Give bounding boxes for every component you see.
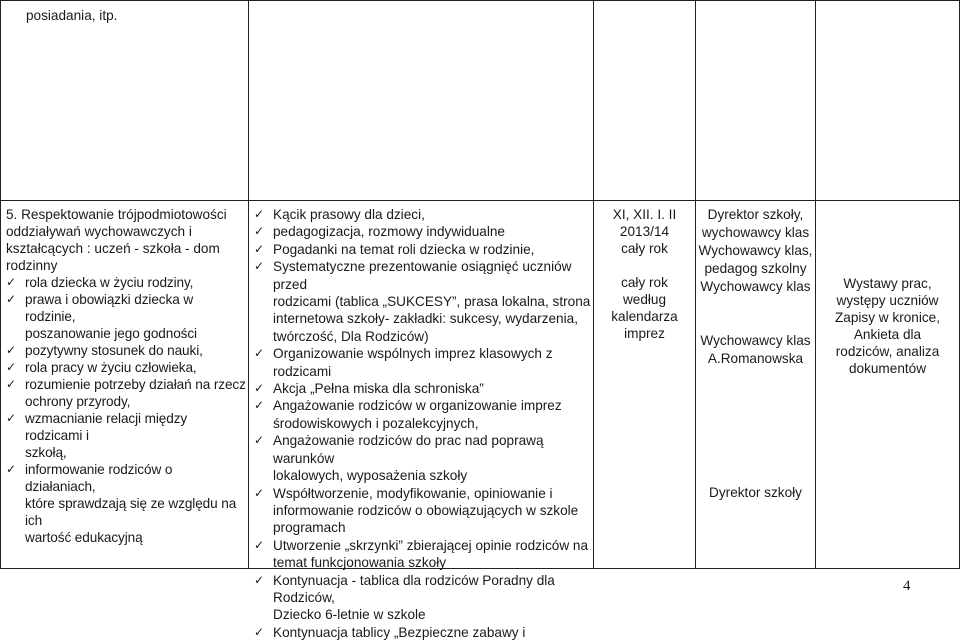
checkmark-icon: ✓ [6, 462, 16, 476]
dates-cell [594, 206, 695, 342]
date-line: 2013/14 [619, 224, 670, 239]
responsible-cell [696, 206, 815, 368]
list-item-text: rodzicami (tablica „SUKCESY”, prasa lokalna, strona [273, 294, 591, 310]
list-item [254, 206, 591, 223]
evaluation-cell [816, 275, 959, 377]
col-divider-1 [248, 0, 249, 569]
list-item-text: prawa i obowiązki dziecka w rodzinie, [25, 292, 194, 324]
list-item [254, 572, 591, 624]
list-item-text: twórczość, Dla Rodziców) [273, 328, 429, 344]
list-item-text: Utworzenie „skrzynki” zbierającej opinie rodziców na [273, 537, 589, 553]
checkmark-icon: ✓ [254, 381, 265, 396]
checkmark-icon: ✓ [254, 224, 265, 239]
activities-cell [254, 206, 591, 641]
evaluation-line: Zapisy w kronice, [834, 310, 940, 325]
list-item-text: pedagogizacja, rozmowy indywidualne [273, 224, 505, 240]
list-item-text: ochrony przyrody, [25, 394, 131, 409]
list-item-text: które sprawdzają się ze względu na ich [25, 496, 237, 528]
checkmark-icon: ✓ [254, 572, 265, 587]
list-item-text: internetowa szkoły- zakładki: sukcesy, wydarzenia, [273, 311, 578, 327]
list-item-text: szkołą, [25, 445, 67, 460]
list-item-text: informowanie rodziców o obowiązujących w szkole [273, 502, 579, 518]
evaluation-line: Ankieta dla [853, 327, 922, 342]
goal-title-line: oddziaływań wychowawczych i [6, 224, 192, 239]
responsible-line [696, 296, 815, 314]
list-item [254, 537, 591, 572]
list-item-text: lokalowych, wyposażenia szkoły [273, 468, 468, 484]
checkmark-icon: ✓ [254, 537, 265, 552]
page-number: 4 [903, 578, 911, 594]
list-item [6, 342, 246, 359]
row-divider [0, 200, 960, 201]
list-item-text: Angażowanie rodziców do prac nad poprawą warunków [273, 433, 544, 466]
list-item-text: Dziecko 6-letnie w szkole [273, 607, 426, 623]
goal-title-line: kształcących : uczeń - szkoła - dom [6, 241, 220, 256]
checkmark-icon: ✓ [6, 377, 16, 391]
list-item [254, 241, 591, 258]
evaluation-line: dokumentów [848, 361, 927, 376]
list-item [6, 410, 246, 461]
date-line: cały rok [621, 241, 668, 256]
col-divider-0 [0, 0, 1, 569]
responsible-line: Wychowawcy klas [700, 279, 811, 294]
checkmark-icon: ✓ [254, 398, 265, 413]
checkmark-icon: ✓ [254, 433, 265, 448]
checkmark-icon: ✓ [254, 346, 265, 361]
date-line [594, 257, 695, 274]
list-item [254, 624, 591, 641]
list-item-text: Organizowanie wspólnych imprez klasowych z rodzicami [273, 346, 553, 379]
list-item [6, 461, 246, 546]
list-item-text: wzmacnianie relacji między rodzicami i [25, 411, 188, 443]
checkmark-icon: ✓ [6, 292, 16, 306]
responsible-line [696, 314, 815, 332]
evaluation-line: rodziców, analiza [835, 344, 940, 359]
date-line: cały rok [621, 275, 668, 290]
goal-cell [6, 206, 246, 546]
list-item [6, 274, 246, 291]
date-line: według [622, 292, 667, 307]
responsible-line: Wychowawcy klas, [698, 243, 813, 258]
date-line: XI, XII. I. II [612, 207, 677, 222]
checkmark-icon: ✓ [6, 343, 16, 357]
list-item-text: programach [273, 520, 346, 536]
goal-title-line: 5. Respektowanie trójpodmiotowości [6, 207, 227, 222]
checkmark-icon: ✓ [254, 624, 265, 639]
activities-list [254, 206, 591, 641]
responsible-line: Dyrektor szkoły, [707, 207, 804, 222]
list-item [254, 432, 591, 484]
checkmark-icon: ✓ [6, 275, 16, 289]
responsible-bottom: Dyrektor szkoły [709, 485, 802, 500]
evaluation-line: Wystawy prac, [843, 276, 932, 291]
list-item-text: rola pracy w życiu człowieka, [25, 360, 197, 375]
list-item [254, 380, 591, 397]
checkmark-icon: ✓ [6, 411, 16, 425]
checkmark-icon: ✓ [6, 360, 16, 374]
responsible-line: wychowawcy klas [701, 225, 810, 240]
goal-title [6, 206, 246, 274]
table-border-top [0, 0, 960, 1]
responsible-line: Wychowawcy klas [700, 333, 811, 348]
list-item [254, 223, 591, 240]
list-item [6, 376, 246, 410]
continuation-text: posiadania, itp. [26, 8, 118, 23]
list-item-text: Kontynuacja tablicy „Bezpieczne zabawy i [273, 624, 526, 640]
date-line: imprez [624, 326, 665, 341]
list-item [254, 258, 591, 345]
list-item-text: rola dziecka w życiu rodziny, [25, 275, 194, 290]
responsible-line: A.Romanowska [707, 351, 804, 366]
list-item-text: poszanowanie jego godności [25, 326, 197, 341]
list-item-text: Współtworzenie, modyfikowanie, opiniowanie i [273, 485, 553, 501]
list-item-text: temat funkcjonowania szkoły [273, 555, 447, 571]
list-item-text: Angażowanie rodziców w organizowanie imprez [273, 398, 562, 414]
list-item-text: środowiskowych i pozalekcyjnych, [273, 415, 479, 431]
list-item [6, 291, 246, 342]
list-item [6, 359, 246, 376]
responsible-line: pedagog szkolny [704, 261, 807, 276]
list-item-text: wartość edukacyjną [25, 530, 143, 545]
checkmark-icon: ✓ [254, 207, 265, 221]
goal-list [6, 274, 246, 546]
list-item-text: rozumienie potrzeby działań na rzecz [25, 377, 246, 392]
goal-title-line: rodzinny [6, 258, 58, 273]
list-item-text: informowanie rodziców o działaniach, [25, 462, 173, 494]
list-item-text: Akcja „Pełna miska dla schroniska” [273, 381, 484, 397]
list-item-text: pozytywny stosunek do nauki, [25, 343, 203, 358]
list-item-text: Systematyczne prezentowanie osiągnięć uczniów przed [273, 259, 572, 292]
checkmark-icon: ✓ [254, 259, 265, 274]
checkmark-icon: ✓ [254, 485, 265, 500]
date-line: kalendarza [611, 309, 678, 324]
list-item-text: Kontynuacja - tablica dla rodziców Poradny dla Rodziców, [273, 572, 555, 605]
list-item [254, 345, 591, 380]
checkmark-icon: ✓ [254, 241, 265, 256]
list-item [254, 397, 591, 432]
list-item-text: Pogadanki na temat roli dziecka w rodzinie, [273, 241, 535, 257]
list-item-text: Kącik prasowy dla dzieci, [273, 207, 425, 222]
evaluation-line: występy uczniów [836, 293, 939, 308]
list-item [254, 485, 591, 537]
